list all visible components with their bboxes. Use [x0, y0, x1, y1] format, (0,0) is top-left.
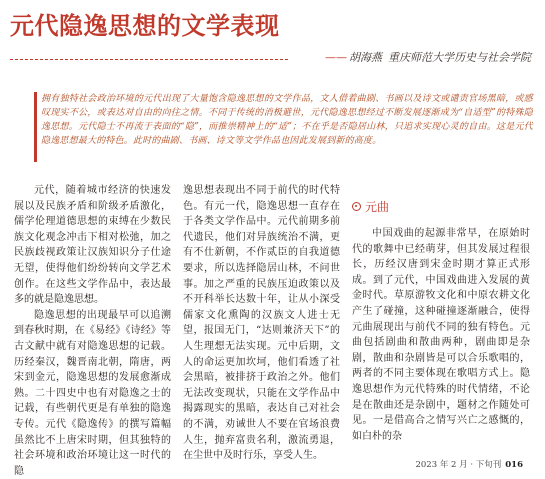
- issue-date: 2023 年 2 月 · 下旬刊: [415, 460, 502, 470]
- title-rule: [10, 59, 288, 60]
- byline-dash: ——: [325, 51, 347, 64]
- author-name: 胡海燕: [349, 51, 382, 64]
- article-title: 元代隐逸思想的文学表现: [10, 12, 280, 40]
- paragraph: 元代，随着城市经济的快速发展以及民族矛盾和阶级矛盾激化，儒学伦理道德思想的束缚在少数民族文化观念冲击下相对松弛，加之民族歧视政策让汉族知识分子仕途无望，使得他们纷纷转向文学艺术创作。在这些文学作品中，表达最多的就是隐逸思想。: [14, 185, 171, 306]
- paragraph: 逸思想表现出不同于前代的时代特色。有元一代，隐逸思想一直存在于各类文学作品中。元代前期多前代遗民，他们对异族统治不满，更有不仕新朝，不作贰臣的自我道德要求，所以选择隐居山林，不问世事。加之严重的民族压迫政策以及不开科举长达数十年，让从小深受儒家文化熏陶的汉族文人进士无望，报国无门，“达则兼济天下”的人生理想无法实现。元中后期，文人的命运更加坎坷，他们看透了社会黑暗，被排挤于政治之外。他们无法改变现状，只能在文学作品中揭露现实的黑暗，表达自己对社会的不满，劝诫世人不要在官场浪费人生，抛弃富贵名利，激流勇退，在尘世中及时行乐，享受人生。: [183, 185, 340, 462]
- paragraph: 中国戏曲的起源非常早，在原始时代的歌舞中已经萌芽，但其发展过程很长，历经汉唐到宋金时期才算正式形成。到了元代，中国戏曲进入发展的黄金时代。草原游牧文化和中原农耕文化产生了碰撞，这种碰撞逐渐融合，使得元曲展现出与前代不同的独有特色。元曲包括剧曲和散曲两种，剧曲即是杂剧，散曲和杂剧皆是可以合乐歌唱的，两者的不同主要体现在歌唱方式上。隐逸思想作为元代特殊的时代情绪，不论是在散曲还是杂剧中，题材之作随处可见。一是借高合之情写兴亡之感慨的，如白朴的杂: [352, 228, 530, 442]
- author-affiliation: 重庆师范大学历史与社会学院: [388, 51, 531, 64]
- circle-bullet-icon: [352, 202, 361, 211]
- byline: [325, 49, 531, 65]
- body-column-3: [352, 226, 530, 453]
- section-title: 元曲: [365, 200, 390, 214]
- page-number: 016: [505, 460, 523, 470]
- page-footer: [415, 458, 523, 470]
- paragraph: 隐逸思想的出现最早可以追溯到春秋时期，在《易经》《诗经》等古文献中就有对隐逸思想的记载。历经秦汉，魏晋南北朝，隋唐，两宋到金元，隐逸思想的发展愈渐成熟。二十四史中也有对隐逸之士的记载，有些朝代更是有单独的隐逸专传。元代《隐逸传》的撰写篇幅虽然比不上唐宋时期，但其独特的社会环境和政治环境让这一时代的隐: [14, 309, 171, 477]
- body-column-2: [183, 183, 340, 462]
- section-heading: [352, 198, 389, 215]
- abstract: 拥有独特社会政治环境的元代出现了大量饱含隐逸思想的文学作品，文人借着曲剧、书画以及诗文或谴责官场黑暗，或感叹现实不公，或表达对自由的向往之情。不同于传统的消极避世，元代隐逸思想经过不断发展逐渐成为“自适型”的特殊隐逸思想。元代隐士不再流于表面的“隐”，而推崇精神上的“适”；不在乎是否隐居山林，只追求实现心灵的自由。这是元代隐逸思想最大的特色。此时的曲剧、书画、诗文等文学作品也因此发展到新的高度。: [34, 92, 533, 162]
- body-column-1: [14, 183, 171, 477]
